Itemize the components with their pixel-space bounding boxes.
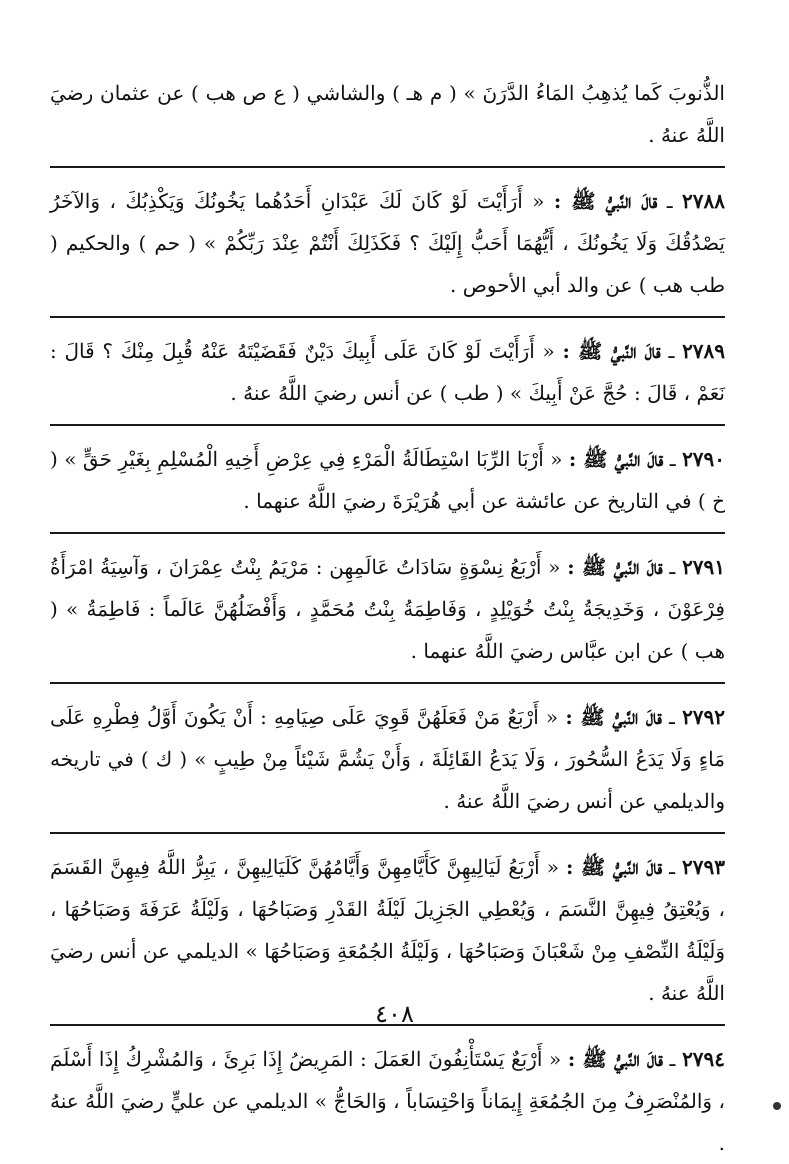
hadith-speaker: قالَ النَّبيُّ ﷺ : (567, 1047, 663, 1071)
hadith-entry (50, 846, 725, 1014)
hadith-speaker: قالَ النَّبيُّ ﷺ : (567, 555, 663, 579)
hadith-dash: ـ (657, 189, 683, 213)
hadith-speaker: قالَ النَّبيُّ ﷺ : (553, 189, 658, 213)
hadith-text: « أَرْبَا الرِّبَا اسْتِطَالَةُ الْمَرْءِ فِي عِرْضِ أَخِيهِ الْمُسْلِمِ بِغَيْرِ حَقٍّ » ( خ ) في التاريخ عن عائشة عن أبي هُرَيْرَةَ رضيَ اللَّهُ عنهما . (50, 447, 725, 513)
hadith-text: « أَرْبَعُ نِسْوَةٍ سَادَاتُ عَالَمِهِن : مَرْيَمُ بِنْتُ عِمْرَانَ ، وَآسِيَةُ امْرَأَةُ فِرْعَوْنَ ، وَخَدِيجَةُ بِنْتُ خُوَيْلِدٍ ، وَفَاطِمَةُ بِنْتُ مُحَمَّدٍ ، وَأَفْضَلُهُنَّ عَالَماً : فَاطِمَةُ » ( هب ) عن ابن عبَّاس رضيَ اللَّهُ عنهما . (50, 555, 725, 663)
hadith-dash: ـ (660, 339, 683, 363)
hadith-entry (50, 546, 725, 672)
hadith-text: « أَرْبَعُ لَيَالِيهِنَّ كَأَيَّامِهِنَّ وَأَيَّامُهُنَّ كَلَيَالِيهِنَّ ، يَبِرُّ اللَّهُ فِيهِنَّ القَسَمَ ، وَيُعْتِقُ فِيهِنَّ النَّسَمَ ، وَيُعْطِي الجَزِيلَ لَيْلَةُ القَدْرِ وَصَبَاحُهَا ، وَلَيْلَةُ عَرَفَةَ وَصَبَاحُهَا ، وَلَيْلَةُ النِّصْفِ مِنْ شَعْبَانَ وَصَبَاحُهَا ، وَلَيْلَةُ الجُمُعَةِ وَصَبَاحُهَا » الديلمي عن أنس رضيَ اللَّهُ عنهُ . (50, 855, 725, 1005)
divider (50, 832, 725, 834)
page-number: ٤٠٨ (375, 1000, 414, 1028)
divider (50, 532, 725, 534)
hadith-number: ٢٧٩٣ (682, 855, 726, 879)
hadith-text: « أَرْبَعٌ مَنْ فَعَلَهُنَّ قَوِيَ عَلَى صِيَامِهِ : أَنْ يَكُونَ أَوَّلُ فِطْرِهِ عَلَى مَاءٍ وَلَا يَدَعُ السُّحُورَ ، وَلَا يَدَعُ القَائِلَةَ ، وَأَنْ يَشُمَّ شَيْئاً مِنْ طِيبٍ » ( ك ) في تاريخه والديلمي عن أنس رضيَ اللَّهُ عنهُ . (50, 705, 725, 813)
hadith-number: ٢٧٩٢ (682, 705, 726, 729)
hadith-entry (50, 438, 725, 522)
hadith-speaker: قالَ النَّبيُّ ﷺ : (565, 705, 662, 729)
hadith-entry (50, 180, 725, 306)
hadith-entry (50, 330, 725, 414)
divider (50, 316, 725, 318)
hadith-text: « أَرَأَيْتَ لَوْ كَانَ لَكَ عَبْدَانِ أَحَدُهُما يَخُونُكَ وَيَكْذِبُكَ ، وَالآخَرُ يَصْدُقُكَ وَلَا يَخُونُكَ ، أَيُّهُمَا أَحَبُّ إِلَيْكَ ؟ فَكَذَلِكَ أَنْتُمْ عِنْدَ رَبِّكُمْ » ( حم ) والحكيم ( طب هب ) عن والد أبي الأحوص . (50, 189, 725, 297)
hadith-text: « أَرَأَيْتَ لَوْ كَانَ عَلَى أَبِيكَ دَيْنٌ فَقَضَيْتَهُ عَنْهُ قُبِلَ مِنْكَ ؟ قَالَ : نَعَمْ ، قَالَ : حُجَّ عَنْ أَبِيكَ » ( طب ) عن أنس رضيَ اللَّهُ عنهُ . (50, 339, 725, 405)
hadith-number: ٢٧٩٤ (682, 1047, 726, 1071)
hadith-number: ٢٧٩٠ (682, 447, 726, 471)
hadith-dash: ـ (662, 555, 683, 579)
hadith-text: « أَرْبَعٌ يَسْتَأْنِفُونَ العَمَلَ : المَرِيضُ إِذَا بَرِئَ ، وَالمُشْرِكُ إِذَا أَسْلَمَ ، وَالمُنْصَرِفُ مِنَ الجُمُعَةِ إِيمَاناً وَاحْتِسَاباً ، وَالحَاجُّ » الديلمي عن عليٍّ رضيَ اللَّهُ عنهُ . (50, 1047, 725, 1155)
hadith-number: ٢٧٨٩ (682, 339, 726, 363)
page-body (50, 72, 726, 1155)
scan-mark (773, 1102, 781, 1110)
divider (50, 424, 725, 426)
hadith-dash: ـ (661, 705, 683, 729)
hadith-number: ٢٧٩١ (682, 555, 726, 579)
hadith-number: ٢٧٨٨ (682, 189, 725, 213)
divider (50, 682, 725, 684)
hadith-dash: ـ (662, 1047, 683, 1071)
hadith-speaker: قالَ النَّبيُّ ﷺ : (562, 339, 661, 363)
divider (50, 166, 725, 168)
hadith-dash: ـ (662, 855, 683, 879)
intro-paragraph: الذُّنوبَ كَما يُذهِبُ المَاءُ الدَّرَنَ » ( م هـ ) والشاشي ( ع ص هب ) عن عثمان رضيَ اللَّهُ عنهُ . (50, 81, 725, 147)
hadith-dash: ـ (663, 447, 683, 471)
hadith-entry (50, 1038, 725, 1164)
hadith-speaker: قالَ النَّبيُّ ﷺ : (566, 855, 663, 879)
hadith-speaker: قالَ النَّبيُّ ﷺ : (568, 447, 664, 471)
hadith-entry (50, 696, 725, 822)
